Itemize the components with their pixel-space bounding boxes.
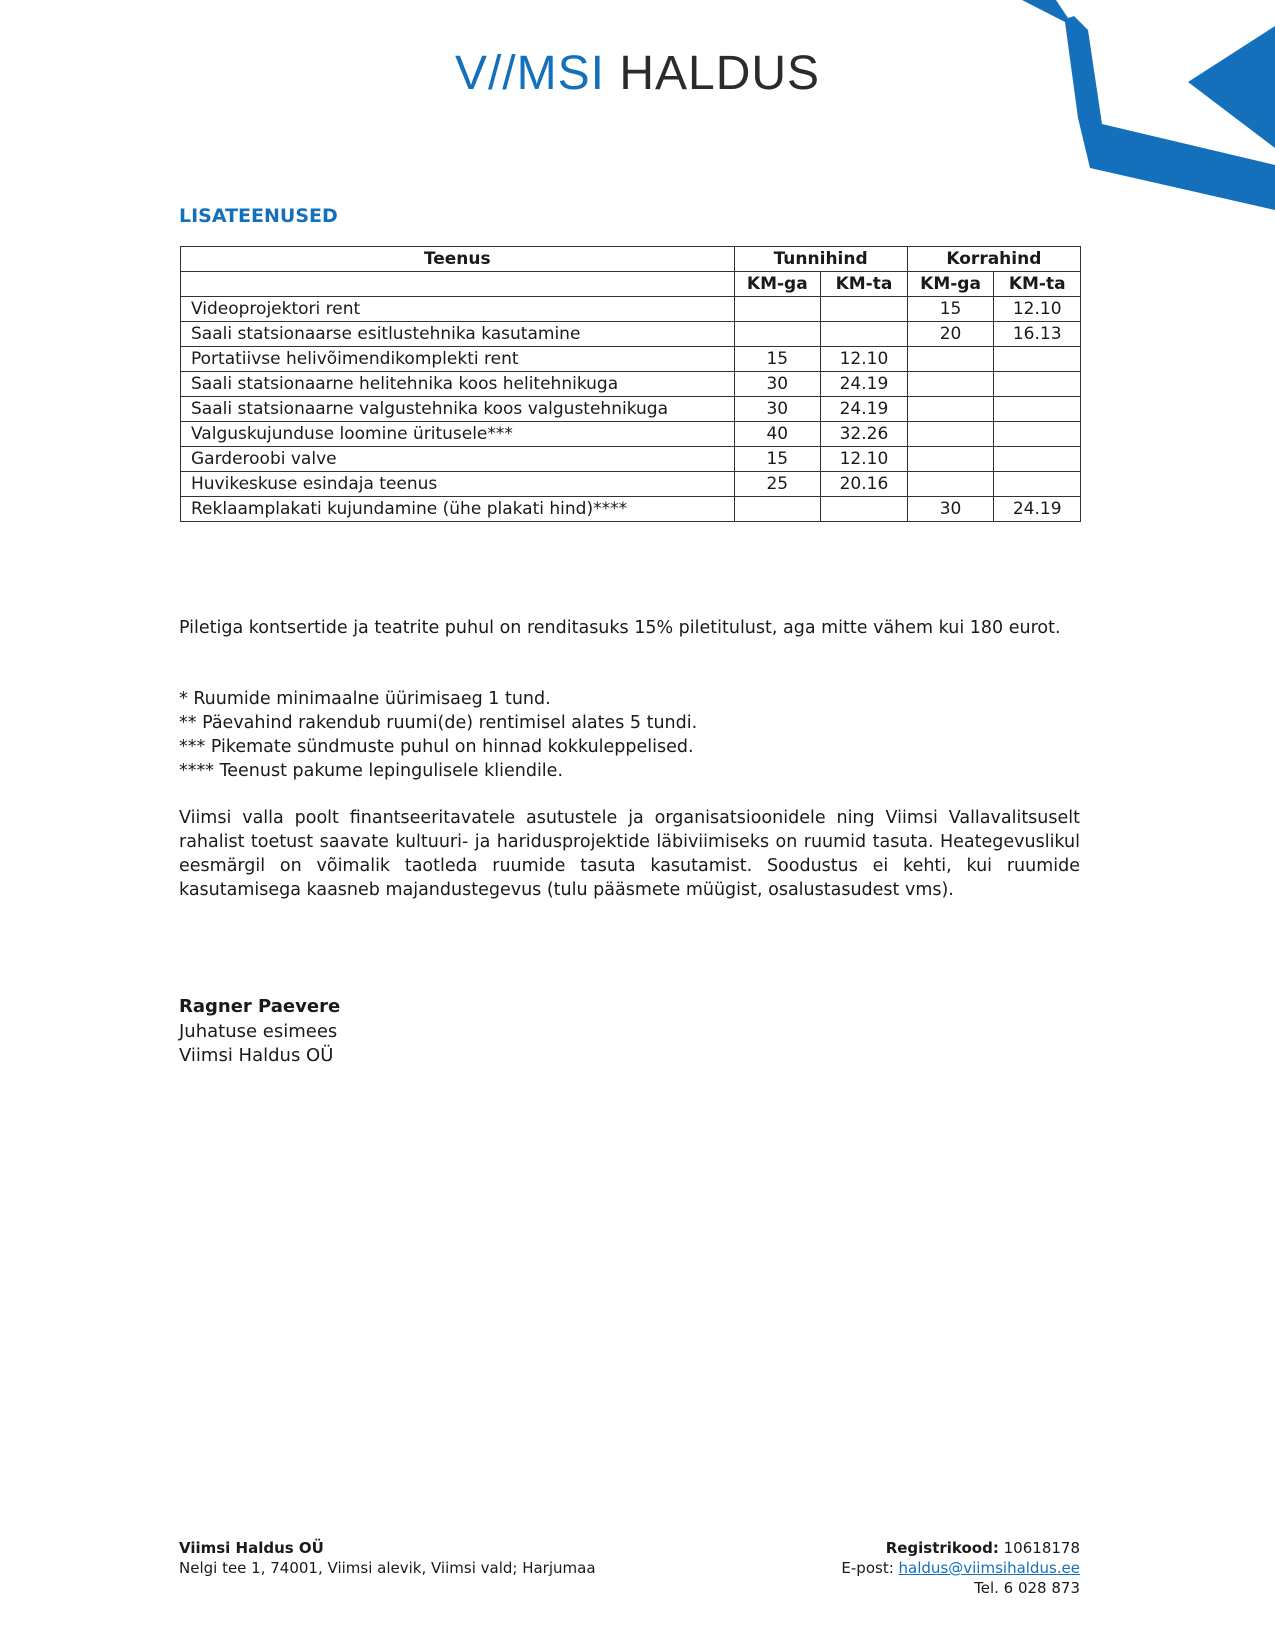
table-subheader-row: [181, 272, 1081, 297]
per-time-without-vat: [994, 422, 1081, 447]
hourly-without-vat: 12.10: [821, 347, 908, 372]
footnote: * Ruumide minimaalne üürimisaeg 1 tund.: [179, 689, 551, 709]
table-row: [181, 397, 1081, 422]
registry-code: 10618178: [1003, 1539, 1080, 1557]
header-service: Teenus: [181, 247, 735, 272]
per-time-with-vat: [907, 472, 994, 497]
subheader-hourly-with-vat: KM-ga: [734, 272, 821, 297]
table-row: [181, 497, 1081, 522]
hourly-with-vat: [734, 497, 821, 522]
table-row: [181, 472, 1081, 497]
per-time-with-vat: 30: [907, 497, 994, 522]
hourly-without-vat: [821, 322, 908, 347]
subheader-empty: [181, 272, 735, 297]
service-name: Videoprojektori rent: [181, 297, 735, 322]
table-row: [181, 447, 1081, 472]
footer-right: [841, 1538, 1080, 1598]
footnote: ** Päevahind rakendub ruumi(de) rentimisel alates 5 tundi.: [179, 713, 698, 733]
hourly-without-vat: 12.10: [821, 447, 908, 472]
table-row: [181, 347, 1081, 372]
ticket-pricing-note: Piletiga kontsertide ja teatrite puhul on renditasuks 15% piletitulust, aga mitte vähem kui 180 eurot.: [179, 618, 1061, 638]
hourly-with-vat: 40: [734, 422, 821, 447]
subheader-per-time-without-vat: KM-ta: [994, 272, 1081, 297]
hourly-without-vat: 24.19: [821, 372, 908, 397]
logo-part-viimsi: V//MSI: [454, 47, 605, 100]
hourly-with-vat: 15: [734, 447, 821, 472]
footer-company: Viimsi Haldus OÜ: [179, 1539, 324, 1557]
email-label: E-post:: [841, 1559, 894, 1577]
free-use-note: Viimsi valla poolt finantseeritavatele asutustele ja organisatsioonidele ning Viimsi Vallavalitsuselt rahalist toetust saavate kultuuri- ja haridusprojektide läbiviimiseks on ruumid tasuta. Heategevuslikul eesmärgil on võimalik taotleda ruumide tasuta kasutamist. Soodustus ei kehti, kui ruumide kasutamisega kaasneb majandustegevus (tulu pääsmete müügist, osalustasudest vms).: [179, 808, 1080, 900]
table-header-row: [181, 247, 1081, 272]
header-hourly-price: Tunnihind: [734, 247, 907, 272]
per-time-without-vat: [994, 397, 1081, 422]
per-time-without-vat: [994, 447, 1081, 472]
hourly-with-vat: [734, 322, 821, 347]
footnote: **** Teenust pakume lepingulisele kliendile.: [179, 761, 564, 781]
service-name: Garderoobi valve: [181, 447, 735, 472]
per-time-with-vat: [907, 397, 994, 422]
signatory-title: Juhatuse esimees: [179, 1021, 338, 1042]
subheader-hourly-without-vat: KM-ta: [821, 272, 908, 297]
hourly-with-vat: 30: [734, 372, 821, 397]
per-time-with-vat: 15: [907, 297, 994, 322]
footer-left: [179, 1538, 596, 1578]
services-price-table: [180, 246, 1081, 522]
footer-phone: Tel. 6 028 873: [974, 1579, 1080, 1597]
per-time-with-vat: [907, 372, 994, 397]
signatory-name: Ragner Paevere: [179, 996, 341, 1017]
per-time-without-vat: [994, 372, 1081, 397]
per-time-with-vat: [907, 447, 994, 472]
footer-address: Nelgi tee 1, 74001, Viimsi alevik, Viimsi vald; Harjumaa: [179, 1559, 596, 1577]
hourly-with-vat: 25: [734, 472, 821, 497]
per-time-without-vat: 16.13: [994, 322, 1081, 347]
logo-part-haldus: HALDUS: [619, 47, 821, 100]
service-name: Saali statsionaarse esitlustehnika kasutamine: [181, 322, 735, 347]
subheader-per-time-with-vat: KM-ga: [907, 272, 994, 297]
service-name: Valguskujunduse loomine üritusele***: [181, 422, 735, 447]
hourly-without-vat: [821, 497, 908, 522]
service-name: Reklaamplakati kujundamine (ühe plakati hind)****: [181, 497, 735, 522]
hourly-with-vat: 30: [734, 397, 821, 422]
per-time-with-vat: 20: [907, 322, 994, 347]
service-name: Portatiivse helivõimendikomplekti rent: [181, 347, 735, 372]
footer-email: [841, 1558, 1080, 1578]
service-name: Saali statsionaarne helitehnika koos helitehnikuga: [181, 372, 735, 397]
per-time-without-vat: 12.10: [994, 297, 1081, 322]
hourly-with-vat: [734, 297, 821, 322]
registry-label: Registrikood:: [885, 1539, 999, 1557]
company-logo: [0, 46, 1275, 101]
per-time-with-vat: [907, 347, 994, 372]
table-row: [181, 297, 1081, 322]
per-time-without-vat: [994, 347, 1081, 372]
hourly-without-vat: 32.26: [821, 422, 908, 447]
hourly-without-vat: [821, 297, 908, 322]
header-per-time-price: Korrahind: [907, 247, 1080, 272]
email-link[interactable]: haldus@viimsihaldus.ee: [898, 1559, 1080, 1577]
section-title: LISATEENUSED: [179, 205, 338, 227]
hourly-without-vat: 20.16: [821, 472, 908, 497]
service-name: Saali statsionaarne valgustehnika koos valgustehnikuga: [181, 397, 735, 422]
table-row: [181, 372, 1081, 397]
per-time-with-vat: [907, 422, 994, 447]
table-row: [181, 322, 1081, 347]
table-row: [181, 422, 1081, 447]
service-name: Huvikeskuse esindaja teenus: [181, 472, 735, 497]
hourly-without-vat: 24.19: [821, 397, 908, 422]
signatory-company: Viimsi Haldus OÜ: [179, 1045, 334, 1066]
per-time-without-vat: [994, 472, 1081, 497]
per-time-without-vat: 24.19: [994, 497, 1081, 522]
footer-registry: [841, 1538, 1080, 1558]
footnote: *** Pikemate sündmuste puhul on hinnad kokkuleppelised.: [179, 737, 694, 757]
hourly-with-vat: 15: [734, 347, 821, 372]
